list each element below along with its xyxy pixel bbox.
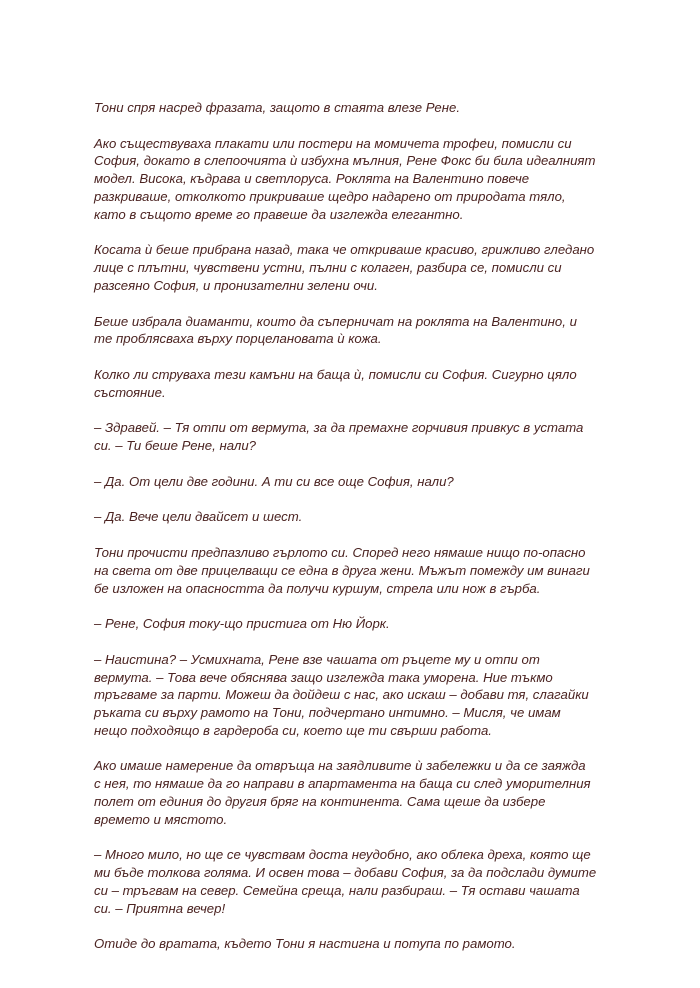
paragraph-5: Колко ли струваха тези камъни на баща ѝ, помисли си София. Сигурно цяло състояние. [94, 366, 577, 400]
paragraph-10: – Рене, София току-що пристига от Ню Йорк. [94, 616, 390, 632]
paragraph-6: – Здравей. – Тя отпи от вермута, за да премахне горчивия привкус в устата си. – Ти беше Рене, нали? [94, 420, 584, 454]
paragraph-3: Косата ѝ беше прибрана назад, така че откриваше красиво, грижливо гледано лице с плътни, чувствени устни, пълни с колаген, разбира се, помисли си разсеяно София, и пронизателни зелени очи. [94, 242, 595, 293]
paragraph-8: – Да. Вече цели двайсет и шест. [94, 509, 303, 525]
paragraph-11: – Наистина? – Усмихната, Рене взе чашата от ръцете му и отпи от вермута. – Това вече обяснява защо изглежда така уморена. Ние тъкмо тръгваме за парти. Можеш да дойдеш с нас, ако искаш – добави тя, слагайки ръката си върху рамото на Тони, подчертано интимно. – Мисля, че имам нещо подходящо в гардероба си, което ще ти свърши работа. [94, 651, 589, 738]
paragraph-12: Ако имаше намерение да отвръща на заядливите ѝ забележки и да се заяжда с нея, то нямаше да го направи в апартамента на баща си след уморителния полет от единия до другия бряг на континента. Сама щеше да избере времето и мястото. [94, 758, 591, 827]
paragraph-13: – Много мило, но ще се чувствам доста неудобно, ако облека дреха, която ще ми бъде толкова голяма. И освен това – добави София, за да подслади думите си – тръгвам на север. Семейна среща, нали разбираш. – Тя остави чашата си. – Приятна вечер! [94, 847, 597, 916]
paragraph-14: Отиде до вратата, където Тони я настигна и потупа по рамото. [94, 936, 516, 952]
paragraph-4: Беше избрала диаманти, които да съперничат на роклята на Валентино, и те проблясваха върху порцелановата ѝ кожа. [94, 313, 577, 347]
paragraph-2: Ако съществуваха плакати или постери на момичета трофеи, помисли си София, докато в слепоочията ѝ избухна мълния, Рене Фокс би била идеалният модел. Висока, къдрава и светлоруса. Роклята на Валентино повече разкриваше, отколкото прикриваше щедро надарено от природата тяло, като в същото време го правеше да изглежда елегантно. [94, 135, 596, 222]
paragraph-1: Тони спря насред фразата, защото в стаята влезе Рене. [94, 100, 461, 115]
paragraph-7: – Да. От цели две години. А ти си все още София, нали? [94, 473, 454, 489]
paragraph-9: Тони прочисти предпазливо гърлото си. Според него нямаше нищо по-опасно на света от две прицелващи се една в друга жени. Мъжът помежду им винаги бе изложен на опасността да получи куршум, стрела или нож в гърба. [94, 544, 590, 596]
